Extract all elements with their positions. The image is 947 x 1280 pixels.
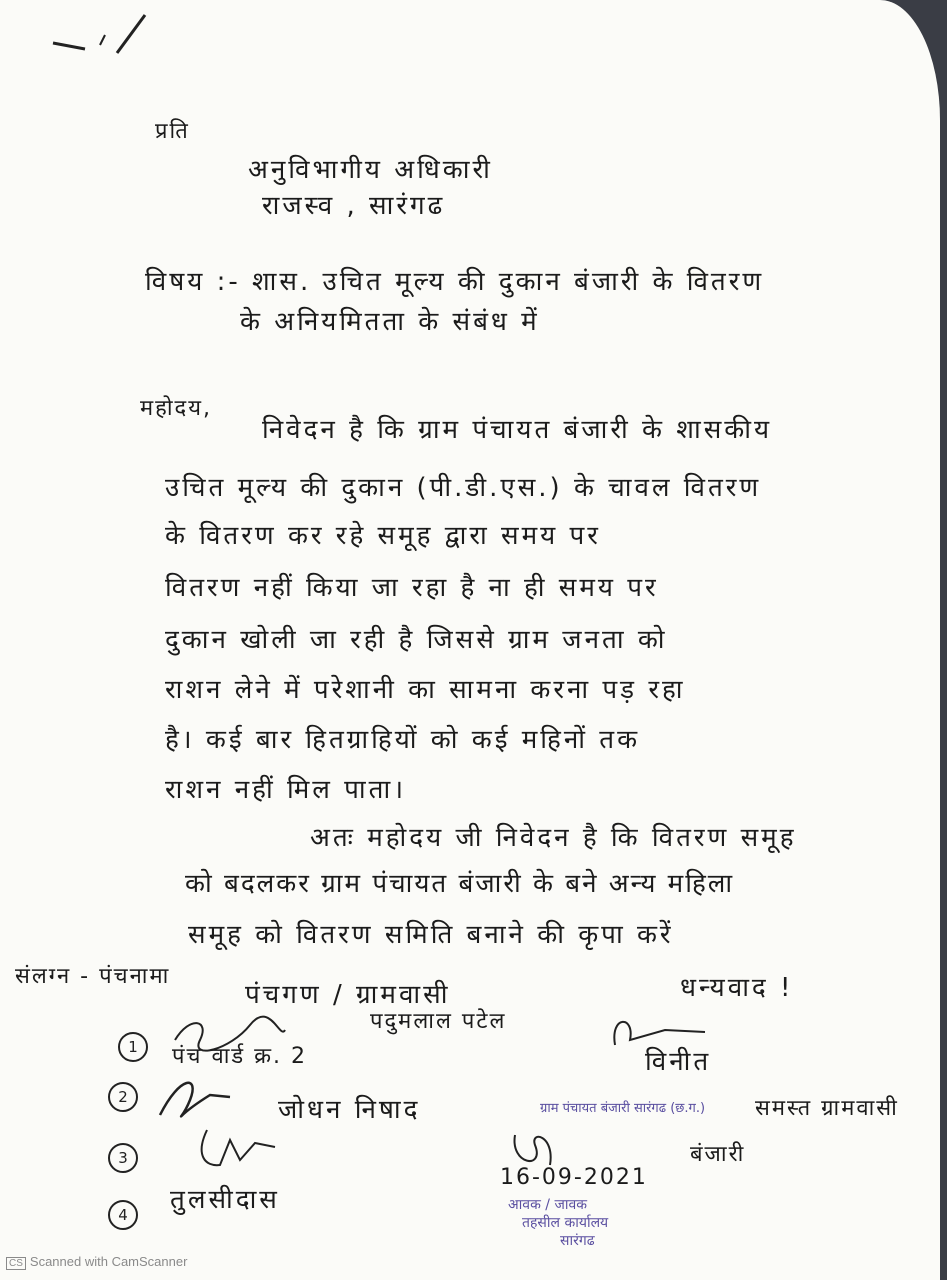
request-line-3: समूह को वितरण समिति बनाने की कृपा करें <box>188 920 674 950</box>
camscanner-text: Scanned with CamScanner <box>29 1254 188 1269</box>
signature-3 <box>195 1125 285 1170</box>
thanks-note: धन्यवाद ! <box>680 973 794 1003</box>
salutation: महोदय, <box>140 396 212 421</box>
body-line-7: है। कई बार हितग्राहियों को कई महिनों तक <box>165 725 641 755</box>
to-label: प्रति <box>155 119 190 144</box>
stamp-line-3: सारंगढ <box>560 1233 595 1249</box>
body-line-1: निवेदन है कि ग्राम पंचायत बंजारी के शासकीय <box>262 415 773 445</box>
signer-name-1: पदुमलाल पटेल <box>370 1009 507 1034</box>
signer-number-4: 4 <box>108 1200 138 1230</box>
signer-name-3: जोधन निषाद <box>278 1095 421 1125</box>
signers-heading: पंचगण / ग्रामवासी <box>245 980 451 1010</box>
signer-name-2: पंच वार्ड क्र. 2 <box>172 1044 308 1069</box>
body-line-6: राशन लेने में परेशानी का सामना करना पड़ रहा <box>165 675 686 705</box>
signature-2 <box>150 1075 240 1125</box>
request-line-1: अतः महोदय जी निवेदन है कि वितरण समूह <box>310 823 797 853</box>
signer-number-2: 2 <box>108 1082 138 1112</box>
subject-line-1: विषय :- शास. उचित मूल्य की दुकान बंजारी के वितरण <box>145 267 765 297</box>
signer-number-1: 1 <box>118 1032 148 1062</box>
recipient-line-2: राजस्व , सारंगढ <box>262 191 446 221</box>
closing-by: समस्त ग्रामवासी <box>755 1096 899 1121</box>
stamp-line-1: आवक / जावक <box>508 1197 588 1213</box>
body-line-5: दुकान खोली जा रही है जिससे ग्राम जनता को <box>165 625 668 655</box>
enclosure-note: संलग्न - पंचनामा <box>15 964 171 989</box>
camscanner-badge: CS <box>6 1257 26 1270</box>
body-line-4: वितरण नहीं किया जा रहा है ना ही समय पर <box>165 573 659 603</box>
request-line-2: को बदलकर ग्राम पंचायत बंजारी के बने अन्य महिला <box>185 869 735 899</box>
receipt-date: 16-09-2021 <box>500 1165 648 1190</box>
closing-village: बंजारी <box>690 1142 746 1167</box>
camscanner-watermark <box>6 1254 187 1270</box>
corner-mark <box>45 5 165 75</box>
body-line-3: के वितरण कर रहे समूह द्वारा समय पर <box>165 521 601 551</box>
subject-line-2: के अनियमितता के संबंध में <box>240 307 540 337</box>
body-line-2: उचित मूल्य की दुकान (पी.डी.एस.) के चावल वितरण <box>165 473 762 503</box>
stamp-line-2: तहसील कार्यालय <box>522 1215 609 1231</box>
signer-number-3: 3 <box>108 1143 138 1173</box>
body-line-8: राशन नहीं मिल पाता। <box>165 775 407 805</box>
closing-note: विनीत <box>645 1047 712 1077</box>
signer-name-4: तुलसीदास <box>170 1185 280 1215</box>
recipient-line-1: अनुविभागीय अधिकारी <box>248 155 493 185</box>
sarpanch-stamp: ग्राम पंचायत बंजारी सारंगढ (छ.ग.) <box>540 1101 706 1116</box>
